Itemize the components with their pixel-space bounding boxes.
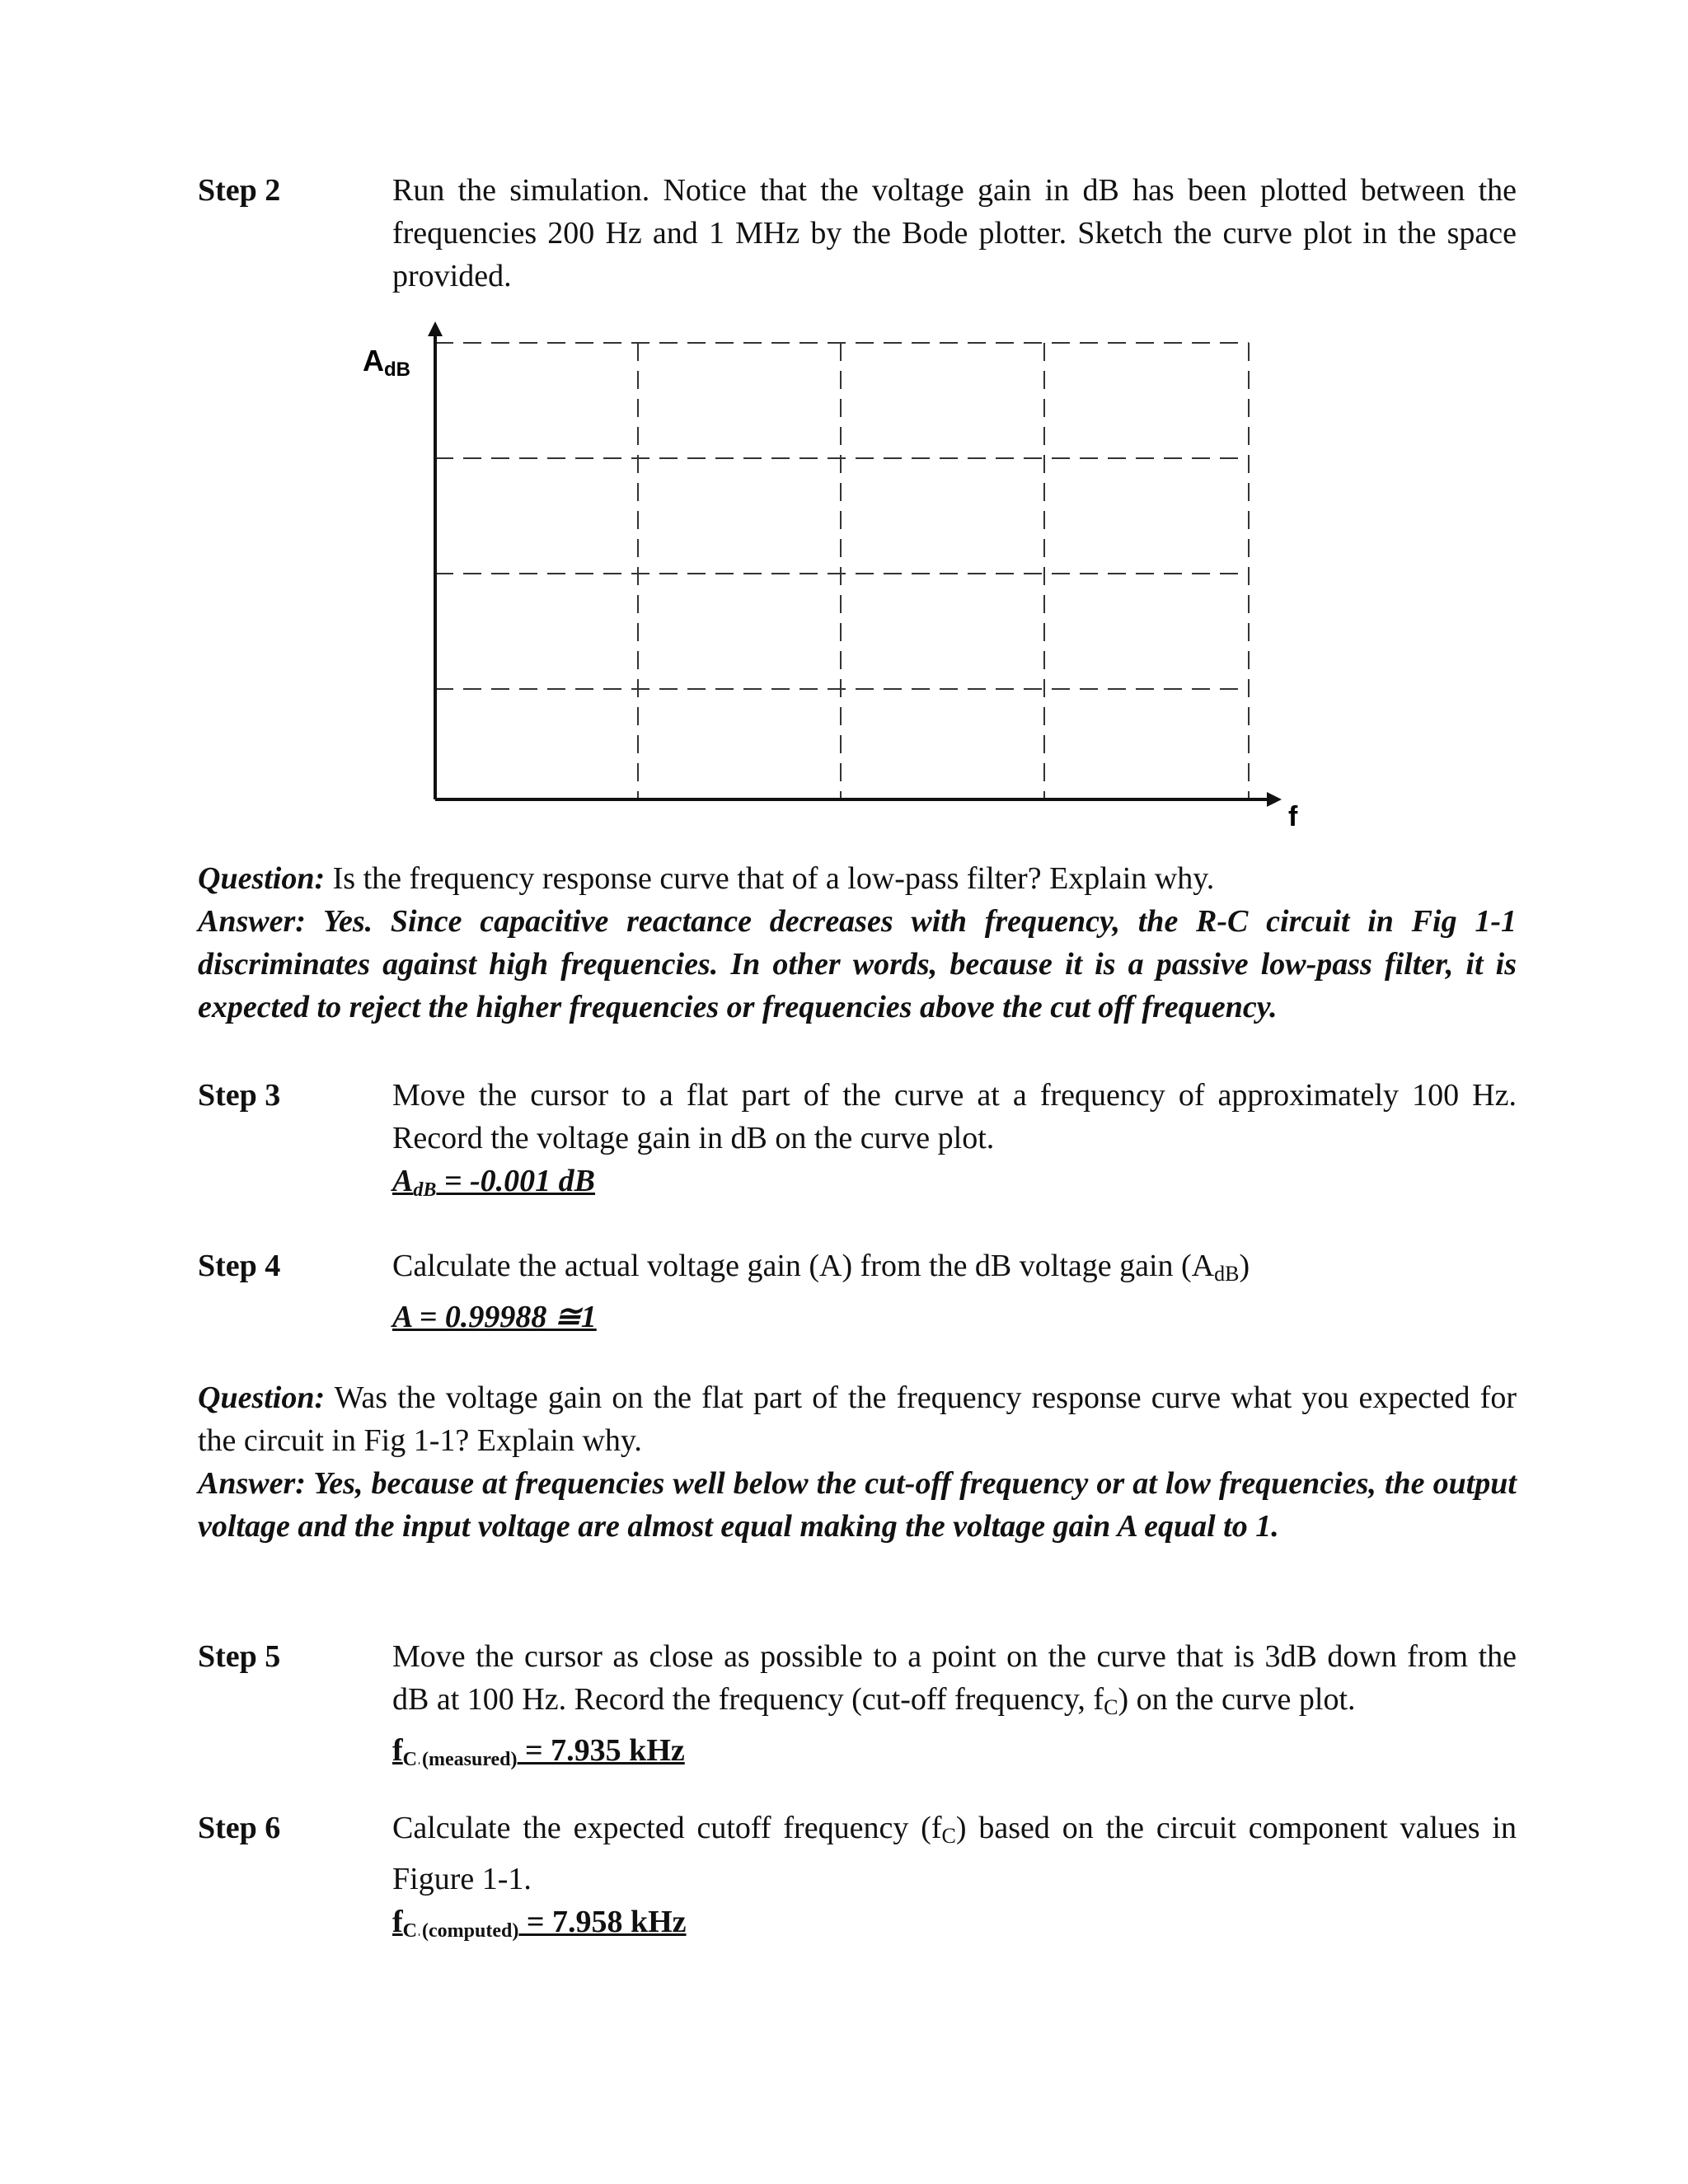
step-5-result: $f_{C (measured)} = 7.935$ kHz bbox=[392, 1733, 685, 1770]
x-axis-arrow-icon bbox=[1267, 792, 1282, 807]
step-3-text: Move the cursor to a flat part of the curve at a frequency of approximately 100 Hz. Record the voltage gain in dB on the curve plot. bbox=[392, 1078, 1517, 1155]
question-1 bbox=[198, 857, 1517, 1029]
x-axis-label: f bbox=[1288, 801, 1298, 832]
question-1-text: Is the frequency response curve that of a low-pass filter? Explain why. bbox=[325, 861, 1215, 896]
answer-2-text: Answer: Yes, because at frequencies well below the cut-off frequency or at low frequencies, the output voltage and the input voltage are almost equal making the voltage gain A equal to 1. bbox=[198, 1466, 1517, 1544]
step-4-result: A = 0.99988 ≅1 bbox=[392, 1300, 597, 1334]
question-1-label: Question: bbox=[198, 861, 326, 896]
step-6-text: Calculate the expected cutoff frequency (fC) based on the circuit component values in Figure 1-1. bbox=[392, 1811, 1517, 1896]
question-2-label: Question: bbox=[198, 1380, 326, 1415]
step-3-result: $A_{dB} = -0.001$ dB bbox=[392, 1164, 596, 1201]
step-5-body bbox=[392, 1635, 1517, 1781]
grid-lines bbox=[435, 343, 1249, 799]
answer-1-text: Answer: Yes. Since capacitive reactance decreases with frequency, the R-C circuit in Fig 1-1 discriminates against high frequencies. In other words, because it is a passive low-pass filter, it is expected to reject the higher frequencies or frequencies above the cut off frequency. bbox=[198, 904, 1517, 1024]
step-2-text: Run the simulation. Notice that the voltage gain in dB has been plotted between the frequencies 200 Hz and 1 MHz by the Bode plotter. Sketch the curve plot in the space provided. bbox=[392, 173, 1517, 293]
axes bbox=[435, 330, 1269, 799]
y-axis-arrow-icon bbox=[428, 321, 443, 336]
step-4-text: Calculate the actual voltage gain (A) from the dB voltage gain (AdB) bbox=[392, 1249, 1250, 1286]
step-6-body bbox=[392, 1807, 1517, 1952]
bode-plot-sketch-area bbox=[346, 313, 1319, 841]
step-3-label: Step 3 bbox=[198, 1078, 281, 1113]
step-5-label: Step 5 bbox=[198, 1639, 281, 1674]
step-6-label: Step 6 bbox=[198, 1811, 281, 1845]
step-2-label: Step 2 bbox=[198, 173, 281, 208]
step-4-label: Step 4 bbox=[198, 1249, 281, 1283]
step-4-body bbox=[392, 1244, 1517, 1338]
step-6-result: $f_{C (computed)} = 7.958$ kHz bbox=[392, 1905, 687, 1942]
question-2-text: Was the voltage gain on the flat part of the frequency response curve what you expected for the circuit in Fig 1-1? Explain why. bbox=[198, 1380, 1517, 1458]
question-2 bbox=[198, 1376, 1517, 1548]
step-3-body bbox=[392, 1074, 1517, 1212]
step-5-text: Move the cursor as close as possible to a point on the curve that is 3dB down from the dB at 100 Hz. Record the frequency (cut-off frequency, fC) on the curve plot. bbox=[392, 1639, 1517, 1719]
y-axis-label: AdB bbox=[363, 344, 410, 381]
